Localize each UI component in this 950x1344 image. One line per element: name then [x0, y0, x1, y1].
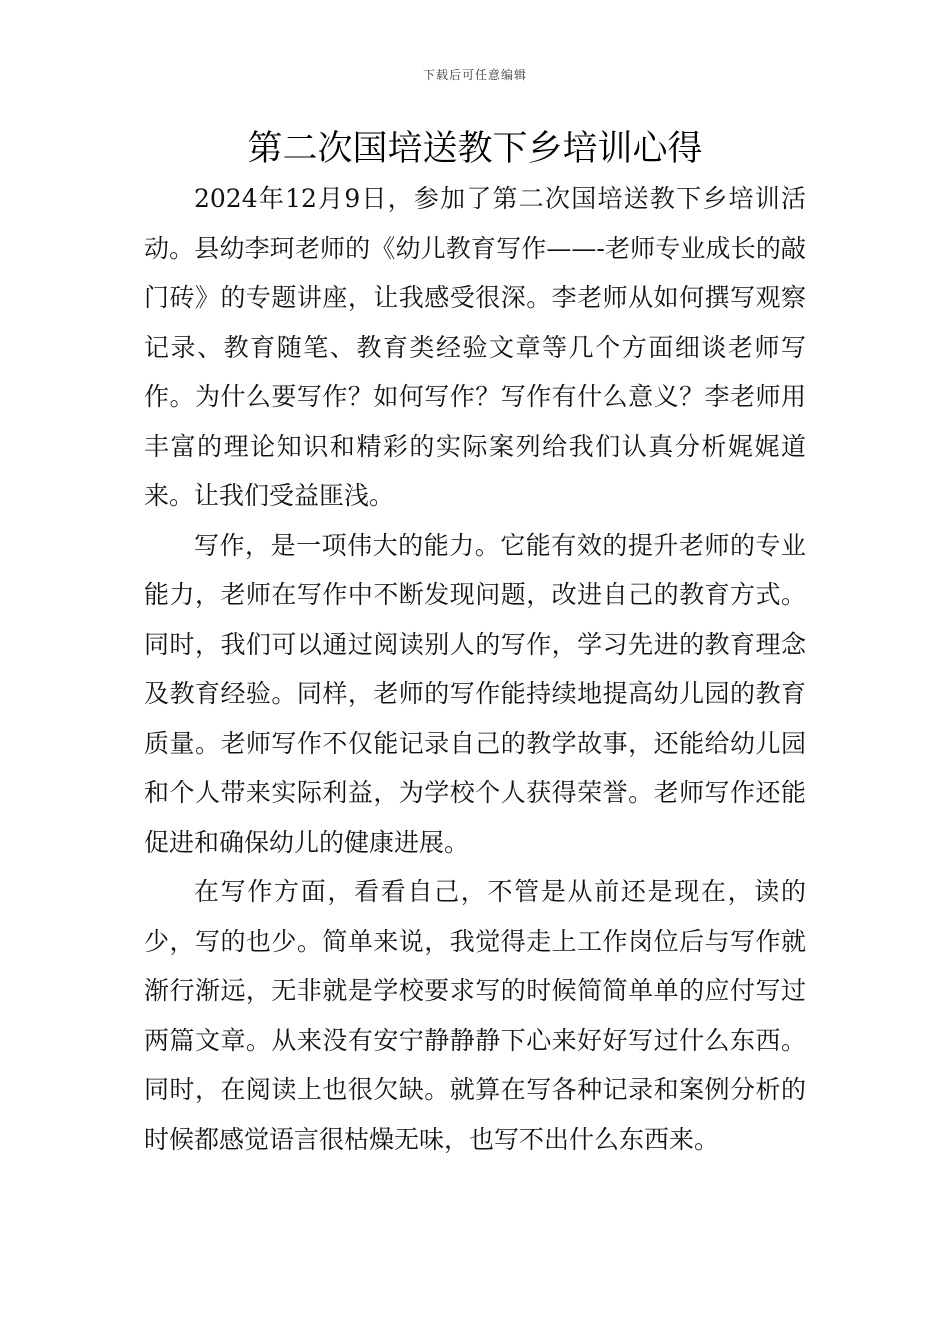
paragraph-2: 写作，是一项伟大的能力。它能有效的提升老师的专业能力，老师在写作中不断发现问题，改进自己的教育方式。同时，我们可以通过阅读别人的写作，学习先进的教育理念及教育经验。同样，老师的写作能持续地提高幼儿园的教育质量。老师写作不仅能记录自己的教学故事，还能给幼儿园和个人带来实际利益，为学校个人获得荣誉。老师写作还能促进和确保幼儿的健康进展。	[144, 530, 806, 857]
paragraph-3: 在写作方面，看看自己，不管是从前还是现在，读的少，写的也少。简单来说，我觉得走上工作岗位后与写作就渐行渐远，无非就是学校要求写的时候简简单单的应付写过两篇文章。从来没有安宁静静静下心来好好写过什么东西。同时，在阅读上也很欠缺。就算在写各种记录和案例分析的时候都感觉语言很枯燥无味，也写不出什么东西来。	[144, 877, 806, 1154]
paragraph-1: 2024年12月9日，参加了第二次国培送教下乡培训活动。县幼李珂老师的《幼儿教育写作——-老师专业成长的敲门砖》的专题讲座，让我感受很深。李老师从如何撰写观察记录、教育随笔、教育类经验文章等几个方面细谈老师写作。为什么要写作？如何写作？写作有什么意义？李老师用丰富的理论知识和精彩的实际案列给我们认真分析娓娓道来。让我们受益匪浅。	[144, 184, 806, 510]
document-title: 第二次国培送教下乡培训心得	[247, 129, 703, 169]
document-body	[144, 174, 806, 1164]
header-note: 下载后可任意编辑	[422, 68, 527, 82]
